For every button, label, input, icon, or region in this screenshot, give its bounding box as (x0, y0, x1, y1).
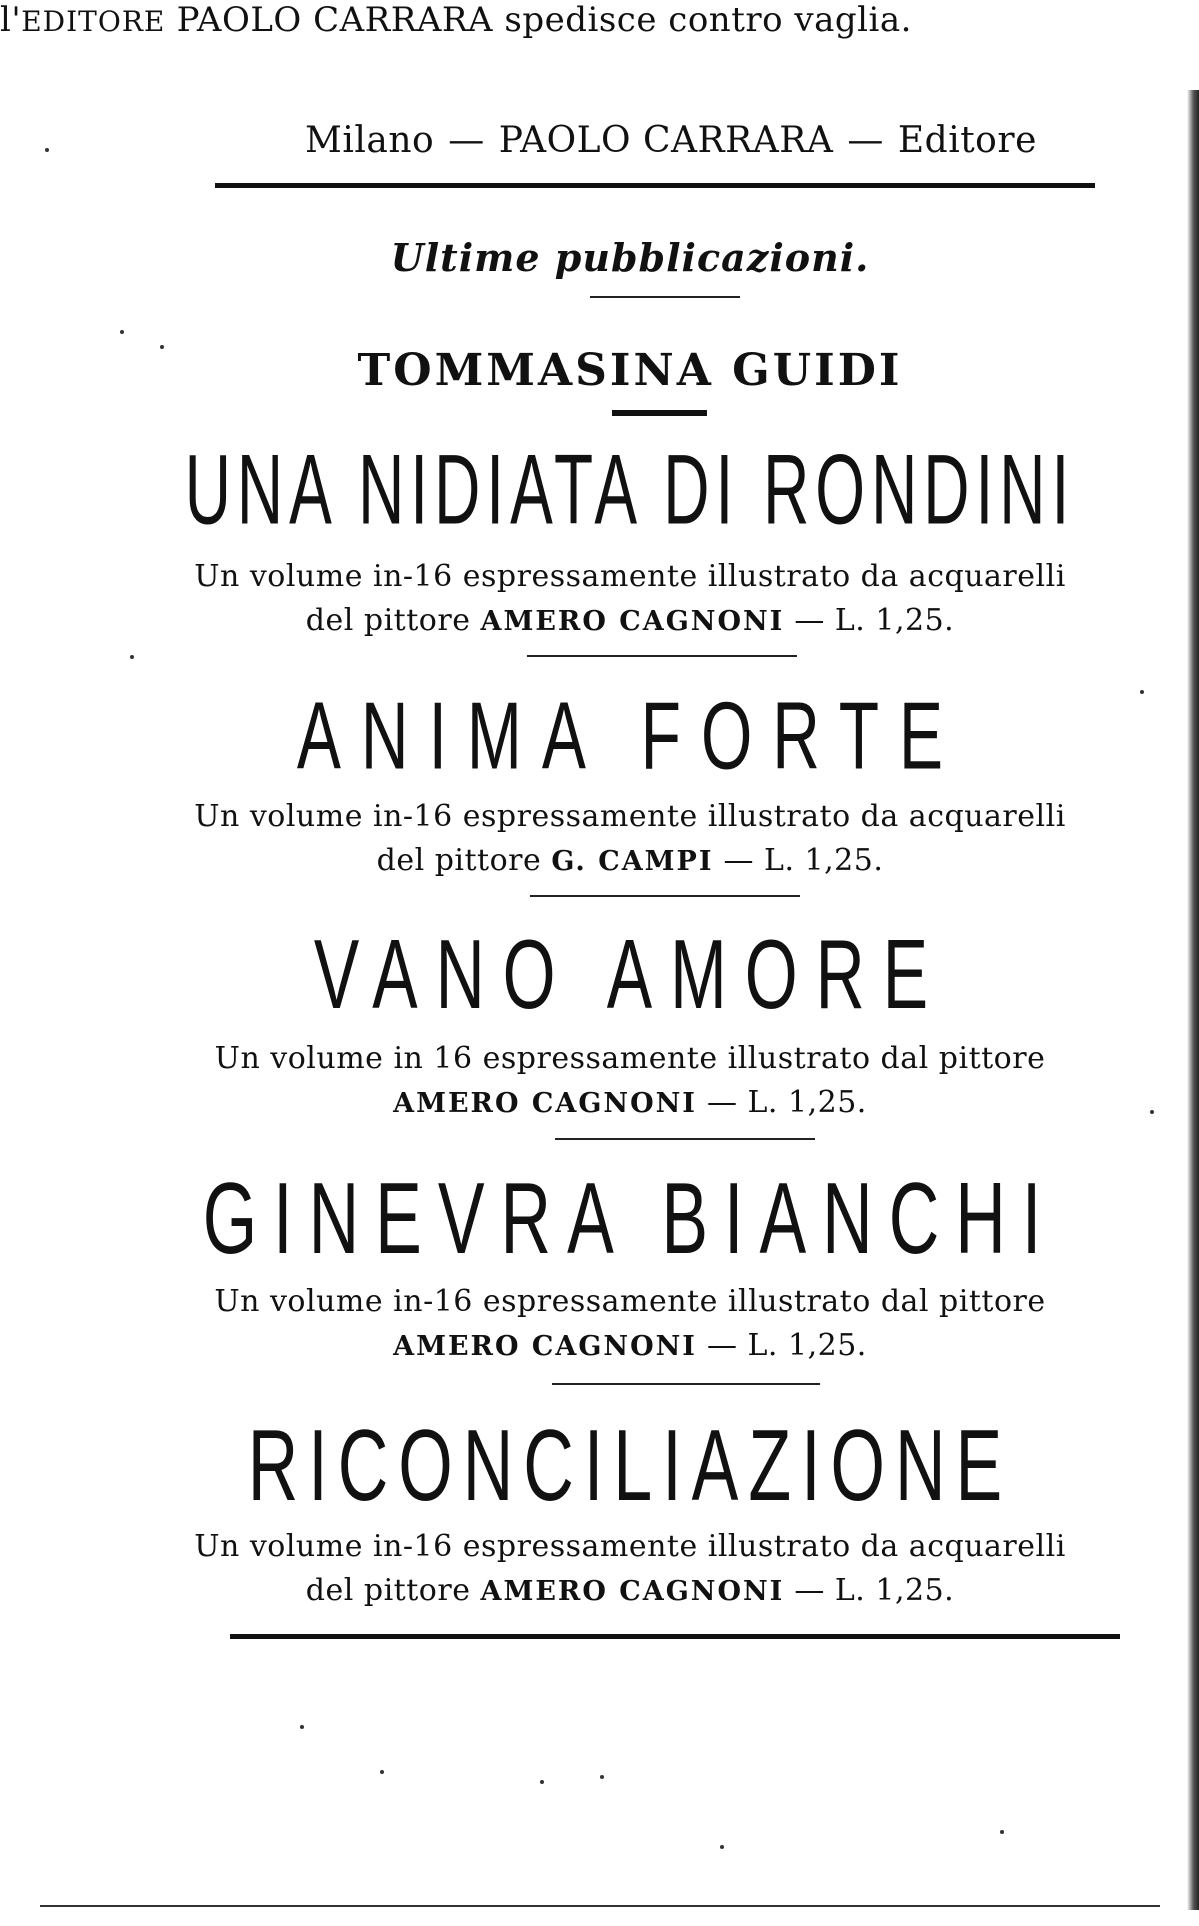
header-publisher: PAOLO CARRARA (498, 120, 834, 161)
book-2-pittore-label: del pittore (376, 843, 542, 878)
subtitle: Ultime pubblicazioni. (390, 235, 870, 280)
scan-speck (600, 1775, 604, 1779)
book-title-3: VANO AMORE (313, 919, 947, 1030)
scan-speck (160, 345, 164, 349)
footer-publisher-name: PAOLO CARRARA (176, 0, 494, 40)
book-5-illustrator: AMERO CAGNONI (480, 1576, 785, 1607)
scan-speck (1140, 690, 1144, 694)
book-1-pittore-label: del pittore (305, 603, 471, 638)
book-description-4 (150, 1280, 1110, 1369)
header-rule (215, 183, 1095, 188)
book-4-divider (552, 1383, 820, 1385)
header-separator-1: — (448, 120, 485, 161)
book-description-3 (150, 1037, 1110, 1126)
book-2-divider (530, 895, 800, 897)
subtitle-ornament (590, 296, 740, 298)
book-3-line-1: Un volume in 16 espressamente illustrato dal pittore (214, 1041, 1046, 1076)
scan-speck (1150, 1110, 1154, 1114)
scan-speck (130, 655, 134, 659)
book-4-line-2 (150, 1324, 1110, 1369)
book-2-price: — L. 1,25. (723, 843, 884, 878)
footer-prefix: l' (0, 0, 22, 40)
book-title-1: UNA NIDIATA DI RONDINI (184, 433, 1076, 546)
book-4-line-1: Un volume in-16 espressamente illustrato dal pittore (214, 1284, 1046, 1319)
book-3-price: — L. 1,25. (706, 1085, 867, 1120)
book-description-5 (150, 1525, 1110, 1614)
book-title-2: ANIMA FORTE (296, 681, 964, 789)
page-bottom-edge (40, 1905, 1160, 1907)
footer-editore: EDITORE (21, 5, 166, 38)
book-5-price: — L. 1,25. (794, 1573, 955, 1608)
book-2-illustrator: G. CAMPI (551, 846, 714, 877)
author-rule (612, 410, 707, 416)
book-1-line-1: Un volume in-16 espressamente illustrato da acquarelli (194, 559, 1066, 594)
book-1-line-2 (150, 599, 1110, 644)
book-description-2 (150, 795, 1110, 884)
scan-speck (1000, 1830, 1004, 1834)
scan-speck (300, 1725, 304, 1729)
header-role: Editore (897, 120, 1037, 161)
book-3-illustrator: AMERO CAGNONI (393, 1088, 697, 1119)
book-2-line-2 (150, 839, 1110, 884)
book-4-illustrator: AMERO CAGNONI (393, 1331, 697, 1362)
scan-speck (45, 148, 49, 152)
header-separator-2: — (847, 120, 884, 161)
book-2-line-1: Un volume in-16 espressamente illustrato da acquarelli (194, 799, 1066, 834)
scan-speck (380, 1770, 384, 1774)
book-title-5: RICONCILIAZIONE (247, 1408, 1013, 1522)
book-1-price: — L. 1,25. (794, 603, 955, 638)
book-title-4: GINEVRA BIANCHI (202, 1161, 1058, 1275)
page-right-edge (1187, 90, 1199, 1910)
book-5-pittore-label: del pittore (305, 1573, 471, 1608)
scan-speck (540, 1780, 544, 1784)
book-1-divider (527, 655, 797, 657)
scan-speck (120, 330, 124, 334)
author-name: TOMMASINA GUIDI (357, 345, 903, 396)
publisher-header (150, 120, 1090, 161)
book-3-divider (555, 1138, 815, 1140)
scan-speck (720, 1845, 724, 1849)
footer-rule (230, 1634, 1120, 1639)
book-5-line-1: Un volume in-16 espressamente illustrato da acquarelli (194, 1529, 1066, 1564)
footer-text: spedisce contro vaglia. (504, 0, 912, 40)
book-1-illustrator: AMERO CAGNONI (480, 606, 785, 637)
header-city: Milano (305, 120, 435, 161)
book-4-price: — L. 1,25. (706, 1328, 867, 1363)
book-5-line-2 (150, 1569, 1110, 1614)
footer-note (0, 0, 960, 40)
book-3-line-2 (150, 1081, 1110, 1126)
book-description-1 (150, 555, 1110, 644)
